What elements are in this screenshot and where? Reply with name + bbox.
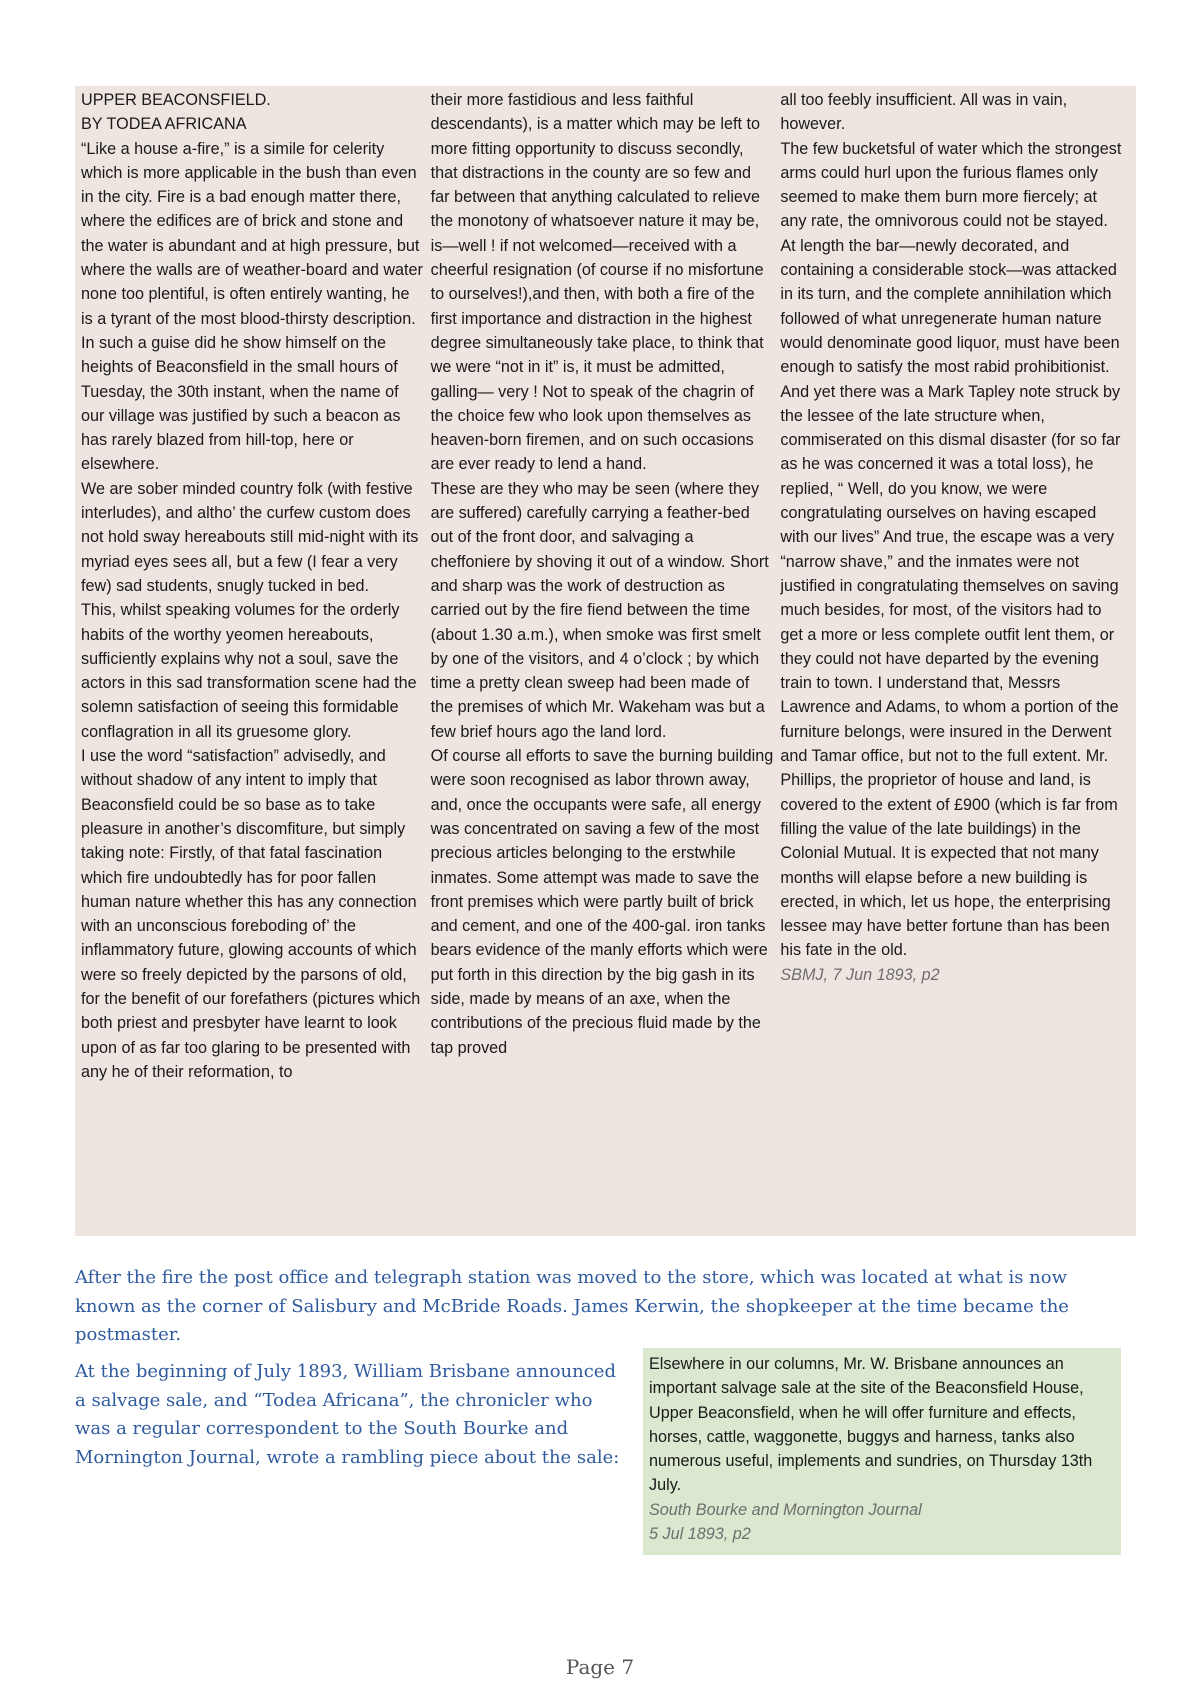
article-title: UPPER BEACONSFIELD. [81, 91, 271, 109]
article-column-2 [431, 88, 781, 1236]
article-paragraph: The few bucketsful of water which the strongest arms could hurl upon the furious flames only seemed to make them burn more fiercely; at any rate, the omnivorous could not be stayed. [780, 139, 1122, 231]
notice-source-date: 5 Jul 1893, p2 [649, 1525, 751, 1544]
article-paragraph: This, whilst speaking volumes for the orderly habits of the worthy yeomen hereabouts, sufficiently explains why not a soul, save the actors in this sad transformation scene had the solemn satisfaction of seeing this formidable conflagration in all its gruesome glory. [81, 601, 417, 741]
article-paragraph: These are they who may be seen (where they are suffered) carefully carrying a feather-bed out of the front door, and salvaging a cheffoniere by shoving it out of a window. Short and sharp was the work of destruction as carried out by the fire fiend between the time (about 1.30 a.m.), when smoke was first smelt by one of the visitors, and 4 o’clock ; by which time a pretty clean sweep had been made of the premises of which Mr. Wakeham was but a few brief hours ago the land lord. [430, 479, 769, 741]
narrative-paragraph: At the beginning of July 1893, William Brisbane announced a salvage sale, and “Todea Africana”, the chronicler who was a regular correspondent to the South Bourke and Mornington Journal, wrote a rambling piece about the sale: [75, 1361, 620, 1468]
article-column-3 [780, 88, 1130, 1236]
article-paragraph: We are sober minded country folk (with festive interludes), and altho’ the curfew custom does not hold sway hereabouts still mid-night with its myriad eyes sees all, but a few (I fear a very few) sad students, snugly tucked in bed. [81, 479, 419, 595]
page-number: Page 7 [565, 1655, 635, 1679]
article-source: SBMJ, 7 Jun 1893, p2 [780, 965, 940, 984]
article-paragraph: At length the bar—newly decorated, and containing a considerable stock—was attacked in its turn, and the complete annihilation which followed of what unregenerate human nature would denominate good liquor, must have been enough to satisfy the most rabid prohibitionist. [780, 236, 1120, 377]
article-paragraph: I use the word “satisfaction” advisedly, and without shadow of any intent to imply that Beaconsfield could be so base as to take pleasure in another’s discomfiture, but simply taking note: Firstly, of that fatal fascination which fire undoubtedly has for poor fallen human nature whether this has any connection with an unconscious foreboding of’ the inflammatory future, glowing accounts of which were so freely depicted by the parsons of old, for the benefit of our forefathers (pictures which both priest and presbyter have learnt to look upon of as far too glaring to be presented with any he of their reformation, to [81, 747, 421, 1081]
article-paragraph: their more fastidious and less faithful descendants), is a matter which may be left to more fitting opportunity to discuss secondly, that distractions in the county are so few and far between that anything calculated to relieve the monotony of whatsoever nature it may be, is—well ! if not welcomed—received with a cheerful resignation (of course if no misfortune to ourselves!),and then, with both a fire of the first importance and distraction in the highest degree simultaneously take place, to think that we were “not in it” is, it must be admitted, galling— very ! Not to speak of the chagrin of the choice few who look upon themselves as heaven-born firemen, and on such occasions are ever ready to lend a hand. [430, 91, 764, 474]
article-paragraph: Of course all efforts to save the burning building were soon recognised as labor thrown away, and, once the occupants were safe, all energy was concentrated on saving a few of the most precious articles belonging to the erstwhile inmates. Some attempt was made to save the front premises which were partly built of brick and cement, and one of the 400-gal. iron tanks bears evidence of the manly efforts which were put forth in this direction by the big gash in its side, made by means of an axe, when the contributions of the precious fluid made by the tap proved [430, 747, 774, 1057]
quoted-notice-box [643, 1348, 1121, 1555]
notice-source-publication: South Bourke and Mornington Journal [649, 1500, 922, 1519]
narrative-paragraph: After the fire the post office and telegraph station was moved to the store, which was located at what is now known as the corner of Salisbury and McBride Roads. James Kerwin, the shopkeeper at the time became the postmaster. [75, 1267, 1069, 1345]
article-paragraph: In such a guise did he show himself on the heights of Beaconsfield in the small hours of Tuesday, the 30th instant, when the name of our village was justified by such a beacon as has rarely blazed from hill-top, here or elsewhere. [81, 333, 401, 474]
notice-text: Elsewhere in our columns, Mr. W. Brisbane announces an important salvage sale at the site of the Beaconsfield House, Upper Beaconsfield, when he will offer furniture and effects, horses, cattle, waggonette, buggys and harness, tanks also numerous useful, implements and sundries, on Thursday 13th July. [649, 1355, 1093, 1495]
article-paragraph: And yet there was a Mark Tapley note struck by the lessee of the late structure when, commiserated on this dismal disaster (for so far as he was concerned it was a total loss), he replied, “ Well, do you know, we were congratulating ourselves on having escaped with our lives” And true, the escape was a very “narrow shave,” and the inmates were not justified in congratulating themselves on saving much besides, for most, of the visitors had to get a more or less complete outfit lent them, or they could not have departed by the evening train to town. I understand that, Messrs Lawrence and Adams, to whom a portion of the furniture belongs, were insured in the Derwent and Tamar office, but not to the full extent. Mr. Phillips, the proprietor of house and land, is covered to the extent of £900 (which is far from filling the value of the late buildings) in the Colonial Mutual. It is expected that not many months will elapse before a new building is erected, in which, let us hope, the enterprising lessee may have better fortune than has been his fate in the old. [780, 382, 1121, 960]
article-byline: BY TODEA AFRICANA [81, 115, 247, 134]
newspaper-article [75, 86, 1136, 1236]
article-paragraph: all too feebly insufficient. All was in vain, however. [780, 91, 1068, 134]
article-column-1 [81, 88, 431, 1236]
article-paragraph: “Like a house a-fire,” is a simile for celerity which is more applicable in the bush than even in the city. Fire is a bad enough matter there, where the edifices are of brick and stone and the water is abundant and at high pressure, but where the walls are of weather-board and water none too plentiful, is often entirely wanting, he is a tyrant of the most blood-thirsty description. [81, 139, 423, 328]
